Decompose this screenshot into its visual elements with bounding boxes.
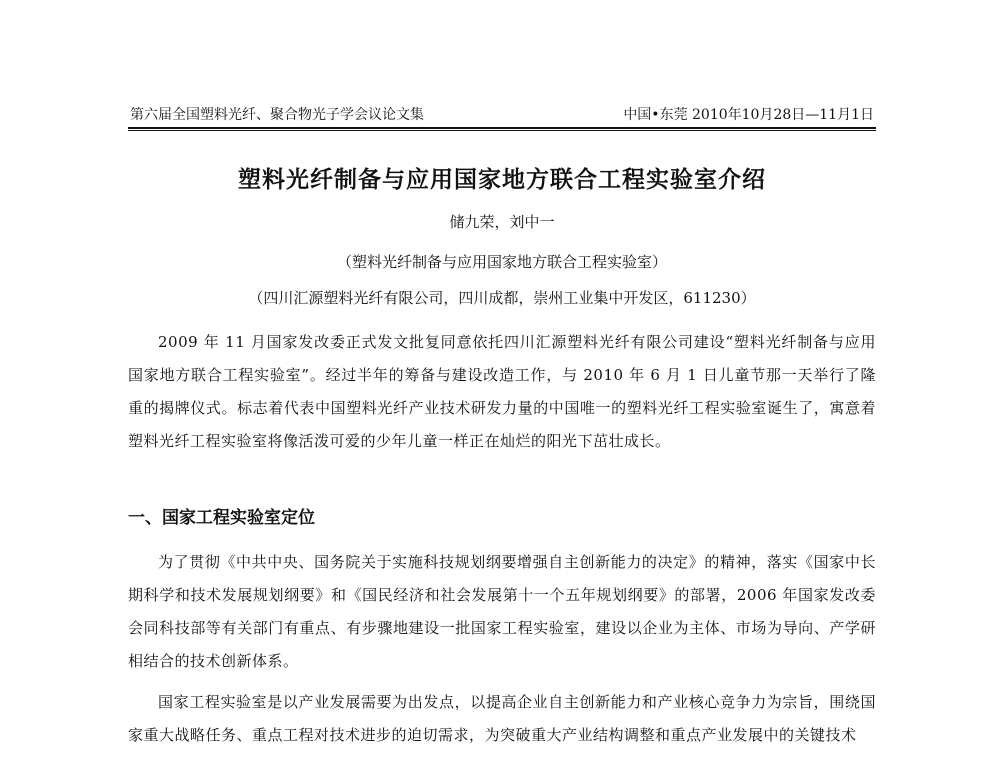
paper-title: 塑料光纤制备与应用国家地方联合工程实验室介绍 bbox=[238, 167, 766, 194]
header-rule-thin bbox=[128, 130, 876, 131]
running-header-location-date: 中国•东莞 2010年10月28日—11月1日 bbox=[623, 107, 874, 123]
paper-authors: 储九荣，刘中一 bbox=[449, 213, 555, 231]
running-header-conference: 第六届全国塑料光纤、聚合物光子学会议论文集 bbox=[130, 107, 424, 123]
affiliation-company: （四川汇源塑料光纤有限公司，四川成都，崇州工业集中开发区，611230） bbox=[248, 289, 756, 307]
intro-paragraph: 2009 年 11 月国家发改委正式发文批复同意依托四川汇源塑料光纤有限公司建设“塑料光纤制备与应用国家地方联合工程实验室”。经过半年的筹备与建设改造工作，与 2010 年 6 月 1 日儿童节那一天举行了隆重的揭牌仪式。标志着代表中国塑料光纤产业技术研发力量的中国唯一的塑料光纤工程实验室诞生了，寓意着塑料光纤工程实验室将像活泼可爱的少年儿童一样正在灿烂的阳光下茁壮成长。 bbox=[128, 333, 876, 450]
section-heading: 一、国家工程实验室定位 bbox=[128, 508, 315, 528]
header-rule bbox=[128, 127, 876, 129]
section-paragraph: 为了贯彻《中共中央、国务院关于实施科技规划纲要增强自主创新能力的决定》的精神，落实《国家中长期科学和技术发展规划纲要》和《国民经济和社会发展第十一个五年规划纲要》的部署，2006 年国家发改委会同科技部等有关部门有重点、有步骤地建设一批国家工程实验室，建设以企业为主体、市场为导向、产学研相结合的技术创新体系。 bbox=[128, 553, 876, 670]
affiliation-lab: （塑料光纤制备与应用国家地方联合工程实验室） bbox=[336, 253, 667, 271]
running-header bbox=[130, 100, 874, 124]
section-paragraph-continued: 国家工程实验室是以产业发展需要为出发点，以提高企业自主创新能力和产业核心竞争力为宗旨，围绕国家重大战略任务、重点工程对技术进步的迫切需求，为突破重大产业结构调整和重点产业发展中的关键技术 bbox=[128, 693, 876, 744]
